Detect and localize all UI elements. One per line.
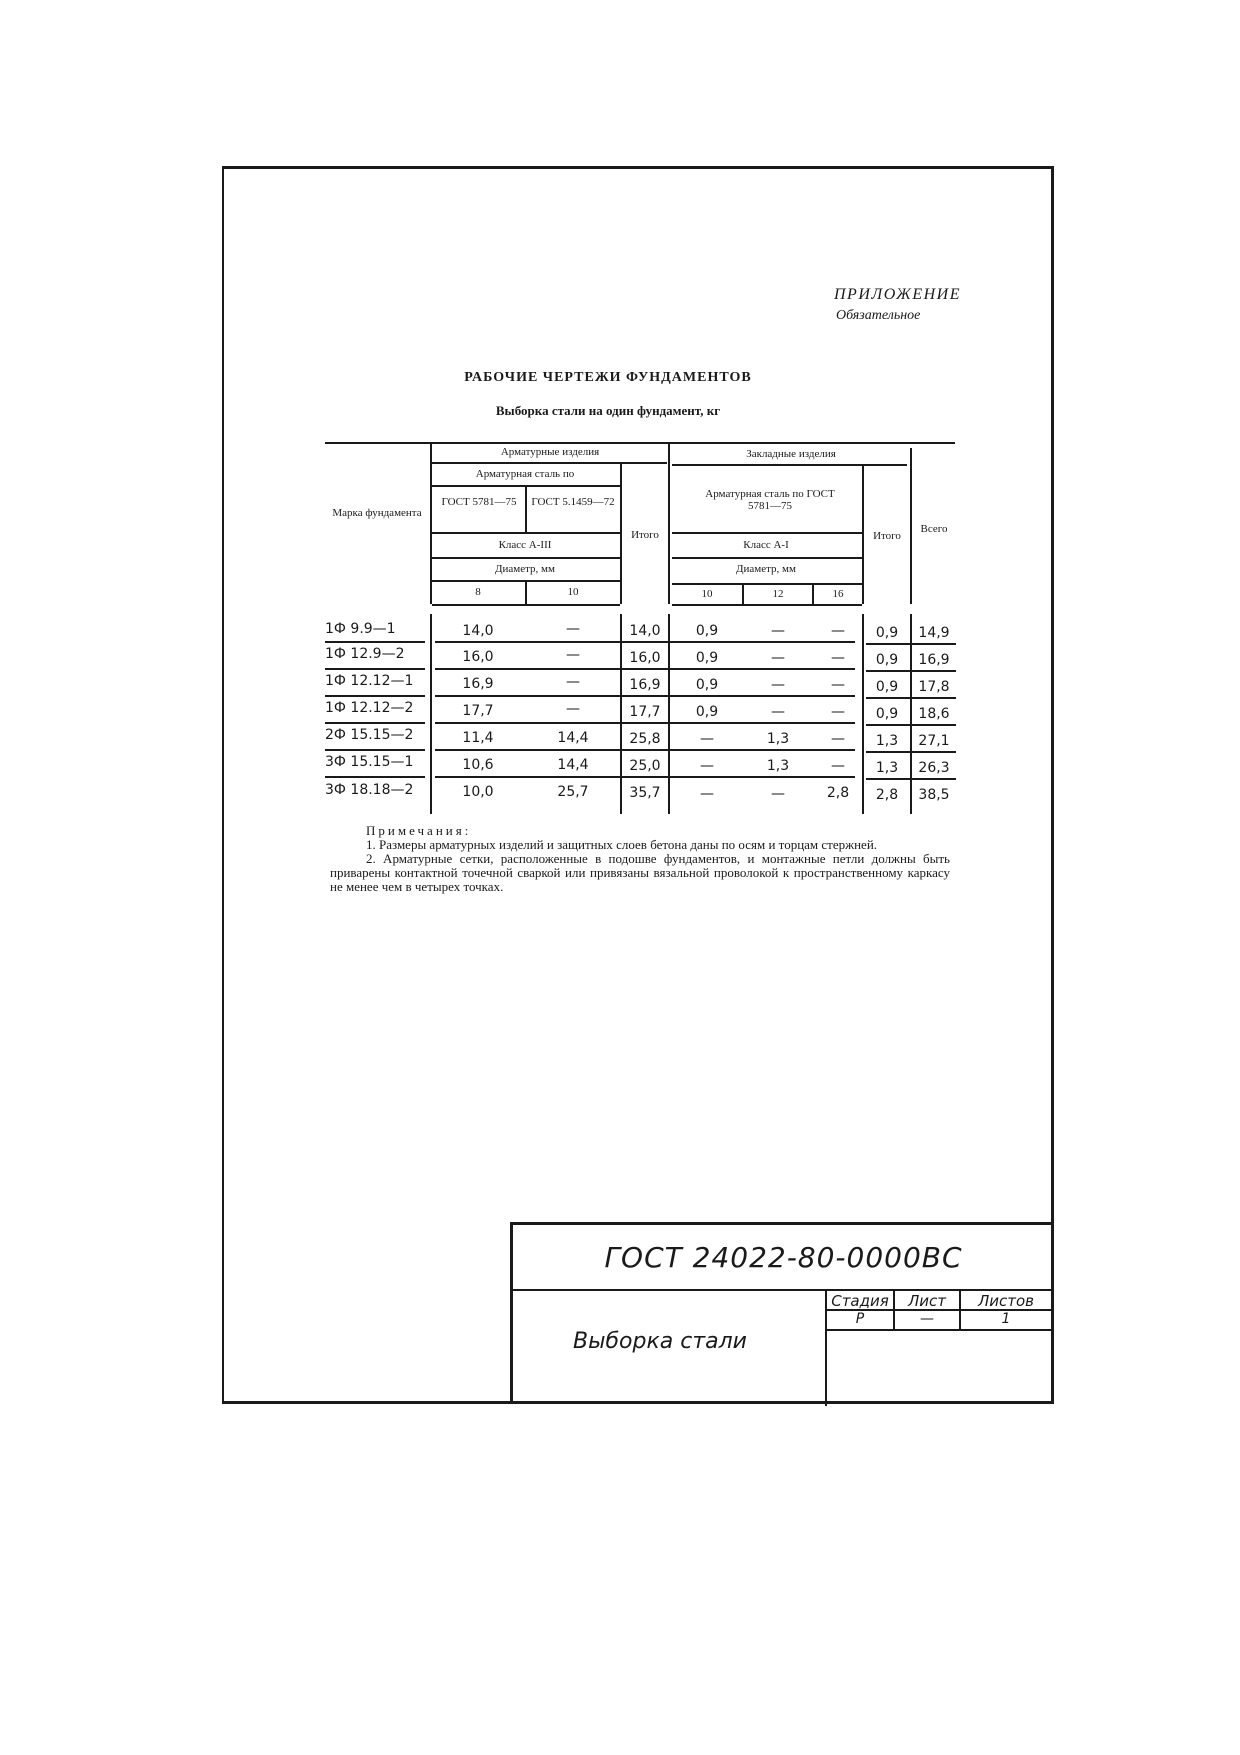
cell-total2: 2,8: [875, 787, 899, 803]
cell-e10: 0,9: [695, 650, 719, 666]
cell-e12: —: [771, 786, 785, 802]
cell-mark: 1Ф 9.9—1: [325, 621, 396, 637]
notes-heading: Примечания:: [366, 823, 472, 838]
row-rule: [435, 776, 855, 778]
cell-d10: —: [566, 647, 580, 663]
cell-e12: —: [771, 677, 785, 693]
cell-e12: —: [771, 650, 785, 666]
header-total-reinf: Итого: [631, 529, 659, 541]
drawing-name: Выборка стали: [573, 1329, 747, 1354]
cell-total1: 16,9: [629, 677, 661, 693]
table-top-rule: [325, 442, 955, 444]
appendix-title: ПРИЛОЖЕНИЕ: [834, 286, 961, 303]
cell-e16: —: [831, 677, 845, 693]
row-rule: [435, 695, 855, 697]
cell-e10: —: [700, 731, 714, 747]
cell-d10: 25,7: [557, 784, 589, 800]
sheet-value: —: [920, 1311, 934, 1327]
header-gost-5-1459: ГОСТ 5.1459—72: [531, 496, 615, 508]
notes: [330, 824, 950, 894]
header-divider: [525, 487, 527, 532]
header-divider: [668, 442, 670, 604]
cell-d8: 11,4: [462, 730, 494, 746]
row-rule: [325, 641, 425, 643]
cell-e16: —: [831, 704, 845, 720]
appendix-subtitle: Обязательное: [836, 308, 921, 323]
cell-mark: 3Ф 18.18—2: [325, 782, 414, 798]
header-diameter: Диаметр, мм: [495, 563, 555, 575]
cell-d8: 16,9: [462, 676, 494, 692]
row-rule: [866, 670, 956, 672]
header-rule: [432, 604, 620, 606]
row-rule: [325, 776, 425, 778]
header-divider: [430, 442, 432, 604]
header-rule: [672, 583, 862, 585]
row-rule: [435, 749, 855, 751]
row-rule: [325, 722, 425, 724]
cell-total1: 17,7: [629, 704, 661, 720]
cell-total2: 1,3: [875, 733, 899, 749]
body-divider: [668, 614, 670, 814]
cell-d8: 17,7: [462, 703, 494, 719]
note-item: 2. Арматурные сетки, расположенные в подошве фундаментов, и монтажные петли должны быть приварены контактной точечной сваркой или привязаны вязальной проволокой к пространственному каркасу не менее чем в четырех точках.: [330, 851, 950, 894]
cell-d10: —: [566, 701, 580, 717]
cell-e10: 0,9: [695, 704, 719, 720]
row-rule: [435, 722, 855, 724]
header-steel-gost: Арматурная сталь по ГОСТ 5781—75: [705, 488, 835, 512]
sheets-label: Листов: [977, 1292, 1035, 1310]
cell-e10: 0,9: [695, 677, 719, 693]
header-e16: 16: [832, 588, 844, 600]
cell-all: 17,8: [918, 679, 950, 695]
header-rule: [432, 462, 667, 464]
header-class-a1: Класс А-I: [743, 539, 789, 551]
row-rule: [325, 695, 425, 697]
cell-mark: 3Ф 15.15—1: [325, 754, 414, 770]
note-item: 1. Размеры арматурных изделий и защитных слоев бетона даны по осям и торцам стержней.: [366, 837, 878, 852]
row-rule: [325, 749, 425, 751]
sheets-value: 1: [1001, 1311, 1011, 1327]
cell-d10: —: [566, 674, 580, 690]
header-reinf-steel-by: Арматурная сталь по: [475, 468, 575, 480]
header-d10: 10: [567, 586, 579, 598]
cell-d10: 14,4: [557, 757, 589, 773]
header-d8: 8: [475, 586, 481, 598]
header-diameter: Диаметр, мм: [736, 563, 796, 575]
document-title: РАБОЧИЕ ЧЕРТЕЖИ ФУНДАМЕНТОВ: [464, 370, 752, 385]
cell-d8: 14,0: [462, 623, 494, 639]
title-block: [510, 1222, 1051, 1403]
cell-total1: 35,7: [629, 785, 661, 801]
cell-e12: 1,3: [766, 731, 790, 747]
header-rule: [672, 464, 907, 466]
cell-e16: —: [831, 758, 845, 774]
cell-d10: 14,4: [557, 730, 589, 746]
row-rule: [435, 641, 855, 643]
row-rule: [866, 778, 956, 780]
document-code: ГОСТ 24022-80-0000ВС: [604, 1241, 963, 1274]
header-mark: Марка фундамента: [332, 507, 422, 519]
cell-e10: —: [700, 786, 714, 802]
cell-total2: 0,9: [875, 679, 899, 695]
cell-total1: 16,0: [629, 650, 661, 666]
row-rule: [435, 668, 855, 670]
cell-mark: 1Ф 12.12—2: [325, 700, 414, 716]
cell-e16: —: [831, 623, 845, 639]
header-e10: 10: [701, 588, 713, 600]
cell-all: 14,9: [918, 625, 950, 641]
row-rule: [325, 668, 425, 670]
header-class-a3: Класс А-III: [498, 539, 552, 551]
cell-e10: 0,9: [695, 623, 719, 639]
cell-total2: 0,9: [875, 625, 899, 641]
header-rule: [672, 604, 862, 606]
cell-total2: 1,3: [875, 760, 899, 776]
cell-e16: 2,8: [826, 785, 850, 801]
cell-mark: 2Ф 15.15—2: [325, 727, 414, 743]
cell-all: 18,6: [918, 706, 950, 722]
cell-e10: —: [700, 758, 714, 774]
cell-total2: 0,9: [875, 706, 899, 722]
cell-e12: 1,3: [766, 758, 790, 774]
cell-mark: 1Ф 12.9—2: [325, 646, 405, 662]
header-grand-total: Всего: [920, 523, 948, 535]
row-rule: [866, 751, 956, 753]
cell-all: 38,5: [918, 787, 950, 803]
header-rule: [432, 557, 620, 559]
cell-all: 27,1: [918, 733, 950, 749]
cell-total1: 14,0: [629, 623, 661, 639]
cell-e12: —: [771, 623, 785, 639]
table-title: Выборка стали на один фундамент, кг: [495, 403, 721, 418]
cell-total2: 0,9: [875, 652, 899, 668]
cell-e16: —: [831, 650, 845, 666]
cell-e16: —: [831, 731, 845, 747]
cell-total1: 25,0: [629, 758, 661, 774]
cell-d8: 10,6: [462, 757, 494, 773]
header-rule: [432, 532, 620, 534]
stage-value: Р: [855, 1311, 865, 1327]
cell-d8: 16,0: [462, 649, 494, 665]
cell-all: 16,9: [918, 652, 950, 668]
cell-total1: 25,8: [629, 731, 661, 747]
cell-d8: 10,0: [462, 784, 494, 800]
header-rule: [672, 532, 862, 534]
stamp-rule: [825, 1329, 1054, 1331]
header-total-embedded: Итого: [873, 530, 901, 542]
row-rule: [866, 697, 956, 699]
header-e12: 12: [772, 588, 784, 600]
row-rule: [866, 643, 956, 645]
sheet-label: Лист: [907, 1292, 946, 1310]
cell-d10: —: [566, 621, 580, 637]
cell-mark: 1Ф 12.12—1: [325, 673, 414, 689]
header-reinf-products: Арматурные изделия: [500, 446, 600, 458]
header-rule: [672, 557, 862, 559]
row-rule: [866, 724, 956, 726]
cell-e12: —: [771, 704, 785, 720]
header-embedded: Закладные изделия: [746, 448, 836, 460]
cell-all: 26,3: [918, 760, 950, 776]
stamp-rule: [513, 1289, 1054, 1291]
header-gost-5781: ГОСТ 5781—75: [441, 496, 517, 508]
stage-label: Стадия: [831, 1292, 889, 1310]
